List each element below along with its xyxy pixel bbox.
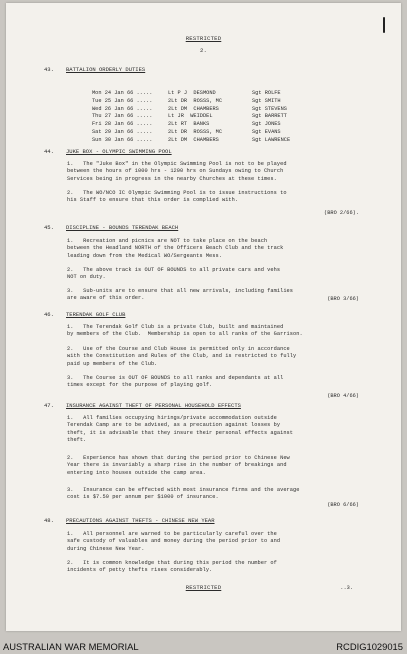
paragraph: 3. Sub-units are to ensure that all new arrivals, including families are aware of this order.: [67, 288, 294, 302]
ink-mark: [383, 17, 385, 33]
section-title: DISCIPLINE - BOUNDS TERENDAK BEACH: [66, 224, 179, 231]
order-reference: (BRO 3/66): [327, 296, 359, 302]
classification-header: RESTRICTED: [185, 35, 222, 42]
paragraph: 1. The Terendak Golf Club is a private Club, built and maintained by members of the Club. Membership is open to all ranks of the Garrison.: [67, 324, 303, 338]
classification-footer: RESTRICTED: [185, 584, 222, 591]
order-reference: (BRO 6/66): [327, 502, 359, 508]
paragraph: 2. Use of the Course and Club House is permitted only in accordance with the Constitution and Rules of the Club, and is restricted to fully paid up members of the Club.: [67, 346, 297, 367]
paragraph: 1. All families occupying hirings/private accommodation outside Terendak Camp are to be advised, as a precaution against losses by theft, it is advisable that they insure their personal effects against theft.: [67, 415, 294, 444]
archive-credit: AUSTRALIAN WAR MEMORIAL: [3, 641, 139, 652]
paragraph: 2. It is common knowledge that during this period the number of incidents of petty thefts rises considerably.: [67, 560, 277, 574]
continuation-marker: ..3.: [340, 585, 353, 591]
order-reference: (BRO 2/66).: [324, 210, 359, 216]
paragraph: 2. Experience has shown that during the period prior to Chinese New Year there is invariably a sharp rise in the number of breakings and entering into houses outside the camp area.: [67, 455, 290, 476]
section-title: BATTALION ORDERLY DUTIES: [66, 66, 146, 73]
page-number: 2.: [199, 47, 208, 54]
archive-id: RCDIG1029015: [336, 641, 403, 652]
paragraph: 1. The "Juke Box" in the Olympic Swimming Pool is not to be played between the hours of 1000 hrs - 1200 hrs on Sundays owing to Church Services being in progress in the nearby Churches at these times.: [67, 161, 287, 182]
paragraph: 2. The above track is OUT OF BOUNDS to all private cars and vehs NOT on duty.: [67, 267, 281, 281]
section-title: INSURANCE AGAINST THEFT OF PERSONAL HOUSEHOLD EFFECTS: [66, 402, 241, 409]
order-reference: (BRO 4/66): [327, 393, 359, 399]
section-title: JUKE BOX - OLYMPIC SWIMMING POOL: [66, 148, 172, 155]
paragraph: 3. The Course is OUT OF BOUNDS to all ranks and dependants at all times except for the purpose of playing golf.: [67, 375, 284, 389]
section-number: 48.: [44, 517, 54, 524]
section-number: 47.: [44, 402, 54, 409]
paragraph: 3. Insurance can be effected with most insurance firms and the average cost is $7.50 per annum per $1000 of insurance.: [67, 487, 300, 501]
paragraph: 1. All personnel are warned to be particularly careful over the safe custody of valuables and money during the period prior to and during Chinese New Year.: [67, 531, 281, 552]
section-number: 44.: [44, 148, 54, 155]
document-page: RESTRICTED 2. 43. BATTALION ORDERLY DUTIES Mon 24 Jan 66 ..... Lt P J DESMOND Sgt ROLFE Tue 25 Jan 66 ..... 2Lt DR ROSSS, MC Sgt SMITH Wed 26 Jan 66 ..... 2Lt DM CHAMBERS Sgt STEVENS Thu 27 Jan 66 ..... Lt JR WEIDDEL Sgt BARRETT Fri 28 Jan 66 ..... 2Lt RT BANKS Sgt JONES Sat 29 Jan 66 ..... 2Lt DR ROSSS, MC Sgt EVANS Sun 30 Jan 66 ..... 2Lt DM CHAMBERS Sgt LAWRENCE 44. JUKE BOX - OLYMPIC SWIMMING POOL 1. The "Juke Box" in the Olympic Swimming Pool is not to be played between the hours of 1000 hrs - 1200 hrs on Sundays owing to Church Services being in progress in the nearby Churches at these times. 2. The WO/NCO IC Olympic Swimming Pool is to issue instructions to his Staff to ensure that this order is complied with. (BRO 2/66). 45. DISCIPLINE - BOUNDS TERENDAK BEACH 1. Recreation and picnics are NOT to take place on the beach between the Headland NORTH of the Officers Beach Club and the track leading down from the Medical WO/Sergeants Mess. 2. The above track is OUT OF BOUNDS to all private cars and vehs NOT on duty. 3. Sub-units are to ensure that all new arrivals, including families are aware of this order. (BRO 3/66) 46. TERENDAK GOLF CLUB 1. The Terendak Golf Club is a private Club, built and maintained by members of the Club. Membership is open to all ranks of the Garrison. 2. Use of the Course and Club House is permitted only in accordance with the Constitution and Rules of the Club, and is restricted to fully paid up members of the Club. 3. The Course is OUT OF BOUNDS to all ranks and dependants at all times except for the purpose of playing golf. (BRO 4/66) 47. INSURANCE AGAINST THEFT OF PERSONAL HOUSEHOLD EFFECTS 1. All families occupying hirings/private accommodation outside Terendak Camp are to be advised, as a precaution against losses by theft, it is advisable that they insure their personal effects against theft. 2. Experience has shown that during the period prior to Chinese New Year there is invariably a sharp rise in the number of breakings and entering into houses outside the camp area. 3. Insurance can be effected with most insurance firms and the average cost is $7.50 per annum per $1000 of insurance. (BRO 6/66) 48. PRECAUTIONS AGAINST THEFTS - CHINESE NEW YEAR 1. All personnel are warned to be particularly careful over the safe custody of valuables and money during the period prior to and during Chinese New Year. 2. It is common knowledge that during this period the number of incidents of petty thefts rises considerably. RESTRICTED ..3.: [6, 3, 401, 631]
section-number: 46.: [44, 311, 54, 318]
section-title: PRECAUTIONS AGAINST THEFTS - CHINESE NEW YEAR: [66, 517, 215, 524]
section-title: TERENDAK GOLF CLUB: [66, 311, 126, 318]
section-number: 45.: [44, 224, 54, 231]
section-number: 43.: [44, 66, 54, 73]
paragraph: 2. The WO/NCO IC Olympic Swimming Pool is to issue instructions to his Staff to ensure that this order is complied with.: [67, 190, 287, 204]
paragraph: 1. Recreation and picnics are NOT to take place on the beach between the Headland NORTH of the Officers Beach Club and the track leading down from the Medical WO/Sergeants Mess.: [67, 238, 284, 259]
